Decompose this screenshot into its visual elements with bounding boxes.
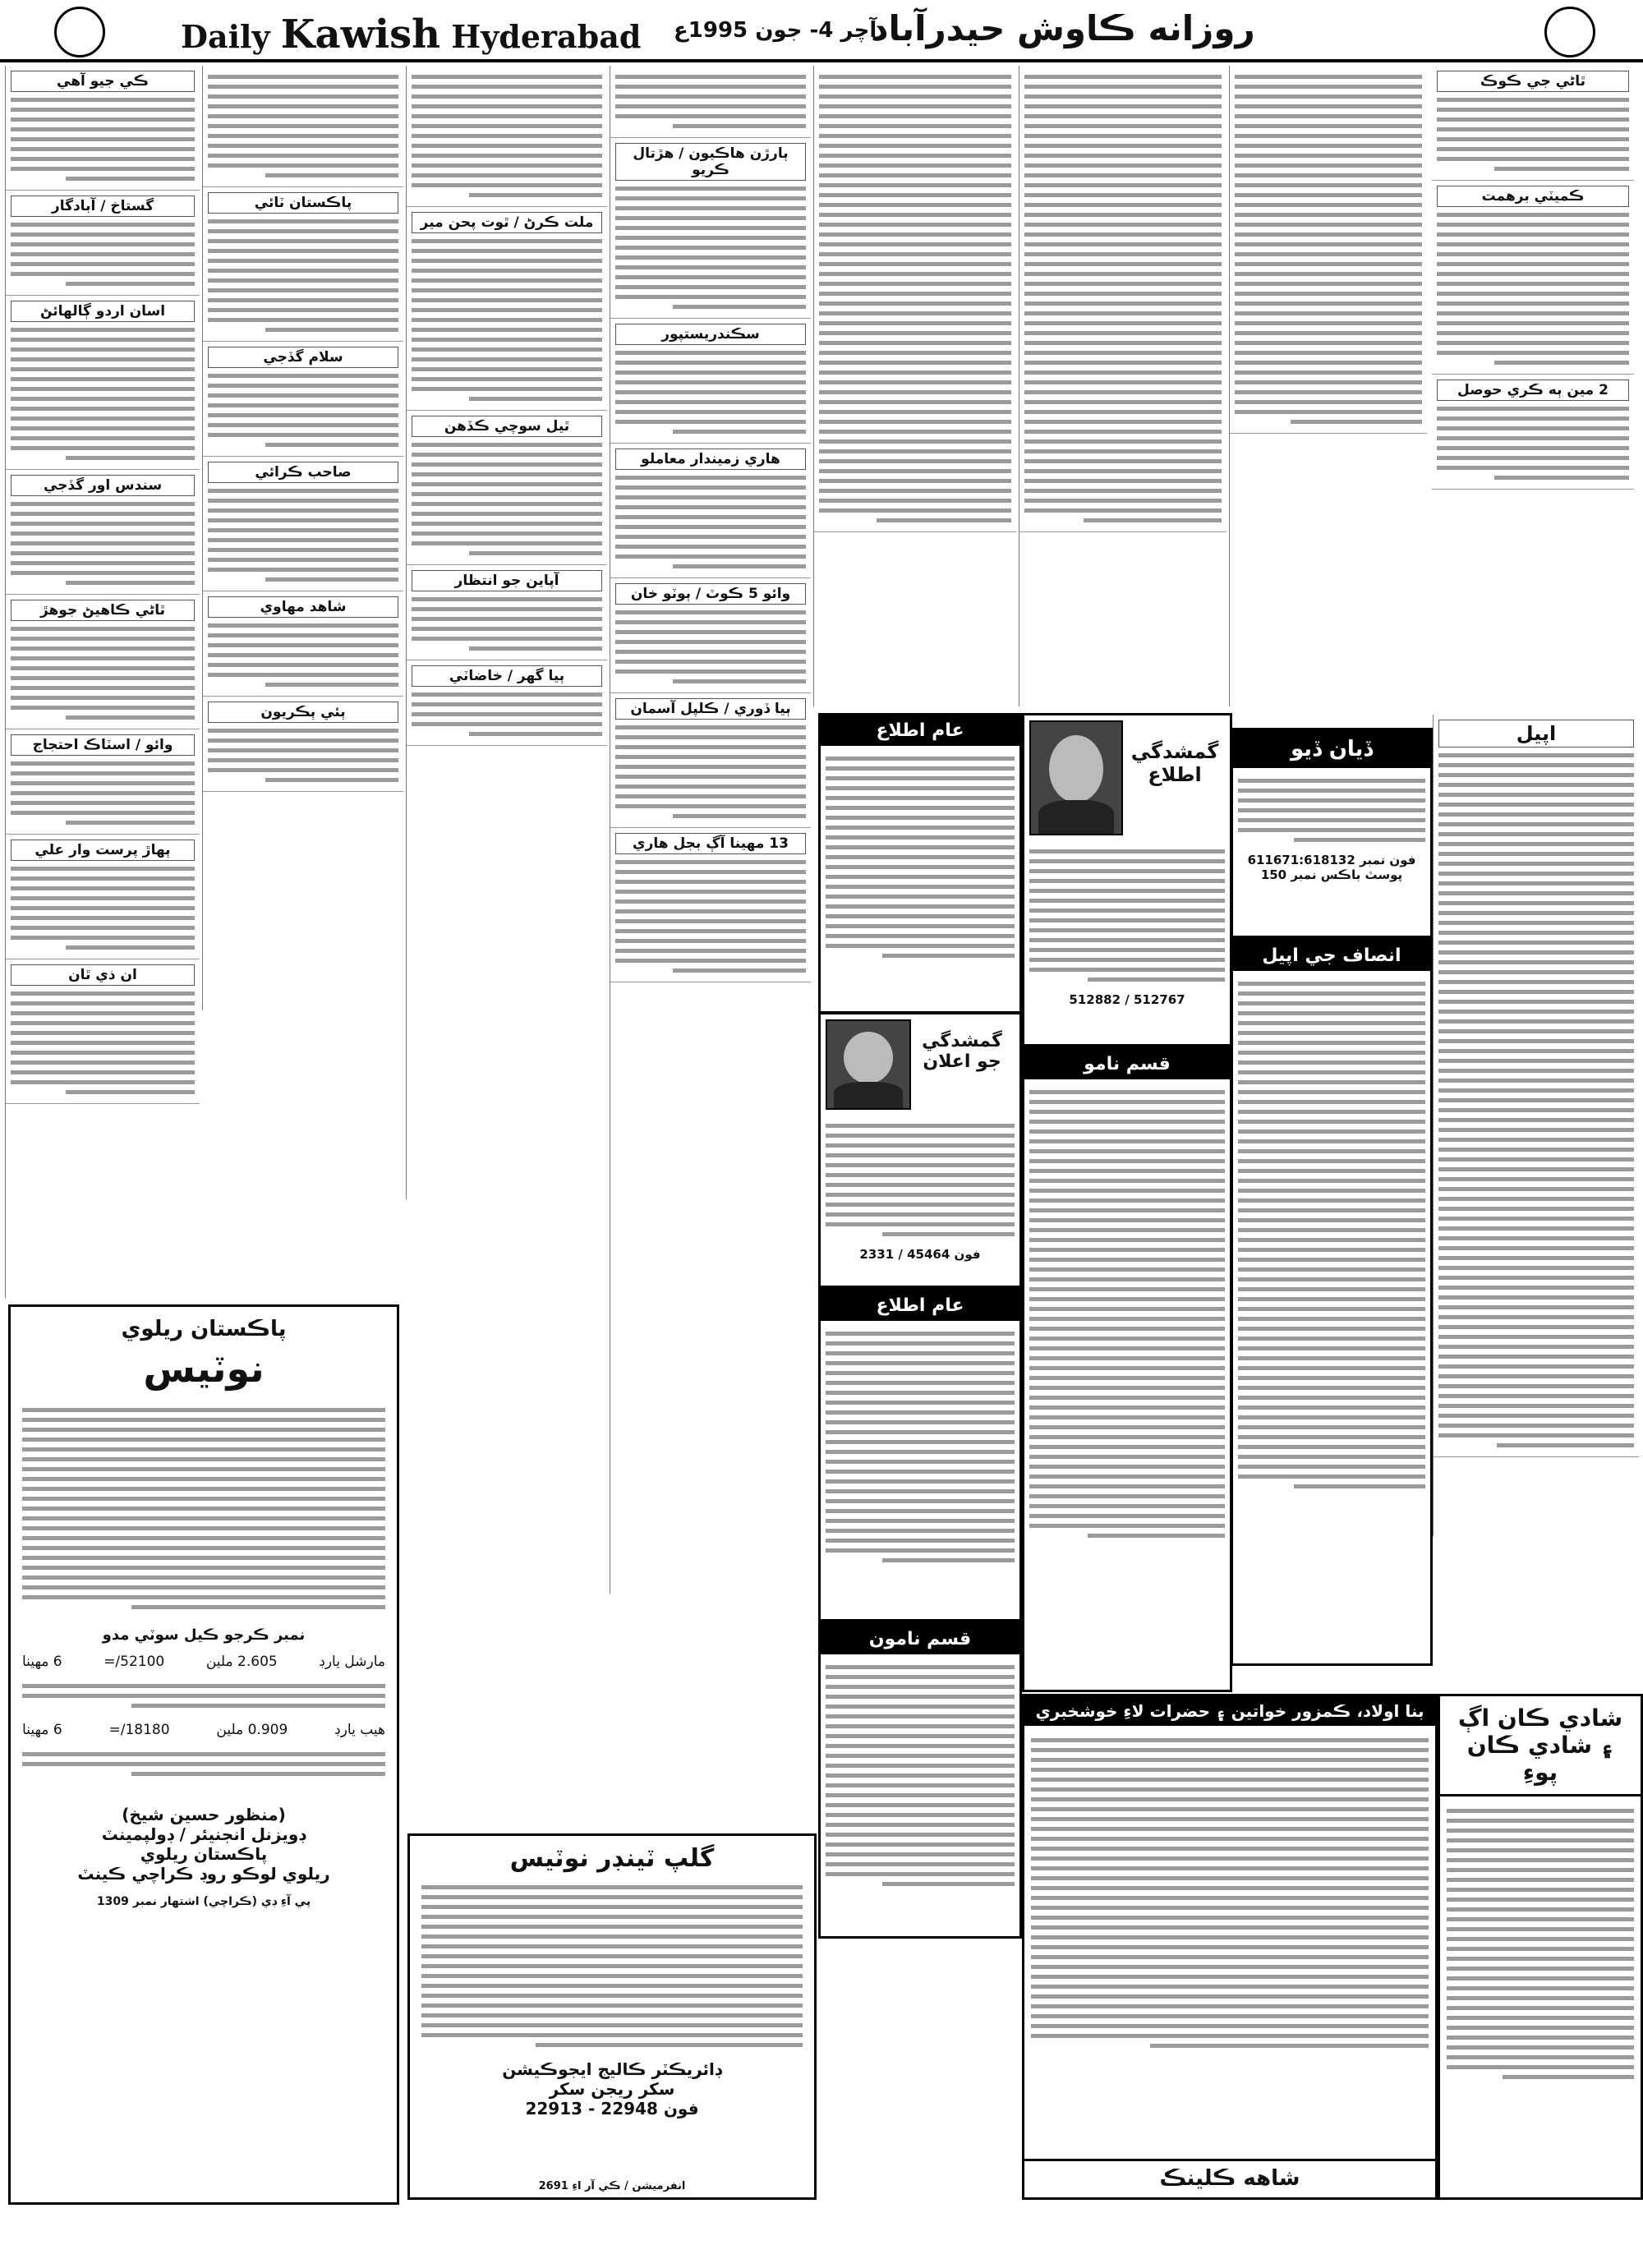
story [610, 444, 811, 578]
story [203, 457, 403, 591]
story [6, 729, 200, 835]
story-headline: 13 مهينا آڳ بجل هاري [615, 833, 806, 854]
story [1432, 375, 1634, 490]
story-headline: سلام گڏجي [208, 347, 398, 368]
issue-date: آچر 4- جون 1995ع [674, 18, 877, 43]
story [1434, 715, 1639, 1457]
column-4 [610, 66, 811, 1594]
urdu-title: روزانه ڪاوش حيدرآباد [871, 8, 1255, 48]
missing-person-ad [818, 1012, 1022, 1288]
story [6, 470, 200, 595]
story [1432, 181, 1634, 375]
story-headline: ڪميٽي برهمت [1437, 186, 1629, 207]
signer-title: ڊويزنل انجنيئر / ڊولپمينٽ [101, 1824, 306, 1844]
column-2 [202, 66, 403, 1010]
ad-title: قسم نامو [1024, 1049, 1230, 1079]
story-headline: ملت ڪرڻ / ٿوت پحن مير [412, 212, 602, 233]
story-headline: ان ذي ٿان [11, 964, 195, 986]
story [1230, 66, 1427, 434]
row-quantity: 2.605 ملين [205, 1654, 278, 1670]
story-headline: سڪندريستپور [615, 324, 806, 345]
story [6, 959, 200, 1104]
story [407, 411, 607, 565]
story [610, 693, 811, 828]
attention-ad [1231, 728, 1433, 938]
story-headline: اپيل [1438, 720, 1634, 748]
ad-phone: فون نمبر 611671:618132 [1247, 853, 1416, 867]
signer-region: سکر ريجن سکر [549, 2079, 675, 2099]
story [610, 138, 811, 319]
column-7 [1229, 66, 1639, 706]
public-notice-ad [818, 713, 1022, 1014]
story-headline: 2 مين ٻه ڪري حوصل [1437, 380, 1629, 401]
story [203, 697, 403, 792]
missing-person-ad-2 [1022, 713, 1232, 1047]
story-headline: آپاين جو انتظار [412, 570, 602, 591]
story-headline: ٻئي ٻڪريون [208, 702, 398, 723]
english-title [181, 12, 641, 58]
missing-person-photo [1029, 720, 1123, 835]
story [1019, 66, 1226, 532]
story-headline: ٻيا گهر / خاضاٽي [412, 665, 602, 687]
signer-location: ريلوي لوڪو روڊ ڪراچي ڪينٽ [77, 1864, 330, 1884]
notice-title: گلپ ٽينڊر نوٽيس [509, 1844, 715, 1873]
ad-title: گمشدگي اطلاع [1130, 740, 1219, 786]
justice-appeal-ad [1231, 938, 1433, 1666]
column-3 [406, 66, 607, 1199]
story-headline: صاحب ڪرائي [208, 462, 398, 483]
story [610, 66, 811, 138]
notice-row [11, 1717, 397, 1743]
story [203, 342, 403, 457]
ad-title: انصاف جي اپيل [1233, 941, 1430, 971]
story-headline: ٿيل سوچي ڪڏهن [412, 416, 602, 437]
row-quantity: 0.909 ملين [216, 1722, 288, 1738]
tender-notice [407, 1833, 817, 2200]
story-headline: ٿاڻي ڪاهيڻ جوهڙ [11, 600, 195, 621]
signer-name: ڊائريڪٽر ڪاليج ايجوڪيشن [502, 2059, 722, 2079]
story-headline: ٻارڙن هاڪيون / هڙتال ڪريو [615, 143, 806, 181]
row-label: هيب يارڊ [334, 1722, 385, 1738]
row-duration: 6 مهينا [22, 1722, 62, 1738]
row-amount: 52100/= [104, 1654, 165, 1670]
affidavit-ad-2 [818, 1622, 1022, 1939]
column-5 [813, 66, 1016, 706]
column-1 [5, 66, 200, 1298]
missing-person-photo [826, 1019, 911, 1110]
notice-header: پاڪستان ريلوي [121, 1317, 287, 1341]
right-ear-circle [1544, 7, 1595, 58]
story [6, 191, 200, 296]
story-headline: گستاخ / آبادگار [11, 196, 195, 217]
masthead [0, 0, 1643, 62]
left-ear-circle [54, 7, 105, 58]
story-headline: ٻهاڙ پرست وار علي [11, 840, 195, 861]
ad-title: گمشدگي جو اعلان [922, 1031, 1002, 1072]
story [6, 296, 200, 470]
story [6, 835, 200, 959]
story [407, 207, 607, 411]
story [407, 660, 607, 746]
story-headline: پاڪستان ٽائي [208, 192, 398, 214]
ad-reference: انفرميشن / ڪي آر اءِ 2691 [538, 2180, 686, 2192]
ad-po-box: پوسٽ باڪس نمبر 150 [1260, 867, 1403, 882]
story-headline: هاري زميندار معاملو [615, 449, 806, 470]
public-notice-ad-2 [818, 1288, 1022, 1622]
story [203, 66, 403, 187]
title-prefix: Daily [181, 18, 270, 55]
affidavit-ad [1022, 1047, 1232, 1692]
story [814, 66, 1016, 532]
notice-table-header: نمبر ڪرجو ڪيل سوٽي مدو [102, 1626, 306, 1644]
row-amount: 18180/= [108, 1722, 170, 1738]
ad-title: قسم نامون [821, 1624, 1019, 1654]
story [407, 66, 607, 207]
clinic-name: شاهه ڪلينڪ [1024, 2159, 1435, 2191]
column-6 [1019, 66, 1226, 706]
signer-name: (منظور حسين شيخ) [122, 1805, 286, 1824]
clinic-ad [1022, 1694, 1438, 2200]
signer-phone: فون 22948 - 22913 [525, 2099, 699, 2118]
story [6, 66, 200, 191]
story-headline: سندس اور گڏجي [11, 475, 195, 496]
railway-notice [8, 1304, 399, 2205]
row-duration: 6 مهينا [22, 1654, 62, 1670]
ad-title: عام اطلاع [821, 1290, 1019, 1321]
ad-title: بنا اولاد، ڪمزور خواتين ۽ حضرات لاءِ خوشخبري [1024, 1696, 1435, 1726]
ad-phone: فون 45464 / 2331 [859, 1247, 981, 1262]
story-headline: وائو / اسٽاڪ احتجاج [11, 734, 195, 756]
story-headline: ٻيا ڏوري / ڪلپل آسمان [615, 698, 806, 720]
notice-row [11, 1649, 397, 1675]
story-headline: اسان اردو ڳالهائڻ [11, 301, 195, 322]
title-name: Kawish [280, 12, 441, 58]
ad-title: عام اطلاع [821, 715, 1019, 746]
ad-reference: پي آءِ ڊي (ڪراچي) اشتهار نمبر 1309 [96, 1895, 311, 1908]
story [610, 578, 811, 693]
title-city: Hyderabad [451, 18, 642, 55]
marriage-ad [1438, 1694, 1643, 2200]
ad-title: شادي ڪان اڳ ۽ شادي ڪان پوءِ [1440, 1696, 1641, 1796]
story [610, 828, 811, 982]
story [610, 319, 811, 444]
story [203, 187, 403, 342]
story [6, 595, 200, 729]
story-headline: ٿاڻي جي ڪوڪ [1437, 71, 1629, 92]
ad-title: ڏيان ڏيو [1233, 730, 1430, 768]
story [1432, 66, 1634, 181]
row-label: مارشل يارڊ [319, 1654, 385, 1670]
ad-phone: 512767 / 512882 [1069, 992, 1185, 1007]
story-headline: شاهد مهاوي [208, 596, 398, 618]
notice-title: نوٽيس [143, 1346, 265, 1391]
appeal-column [1433, 715, 1639, 1536]
story [203, 591, 403, 697]
story [407, 565, 607, 660]
story-headline: وائو 5 ڪوٽ / ٻوٽو خان [615, 583, 806, 605]
story-headline: ڪي جيو آهي [11, 71, 195, 92]
signer-org: پاڪستان ريلوي [140, 1844, 268, 1864]
